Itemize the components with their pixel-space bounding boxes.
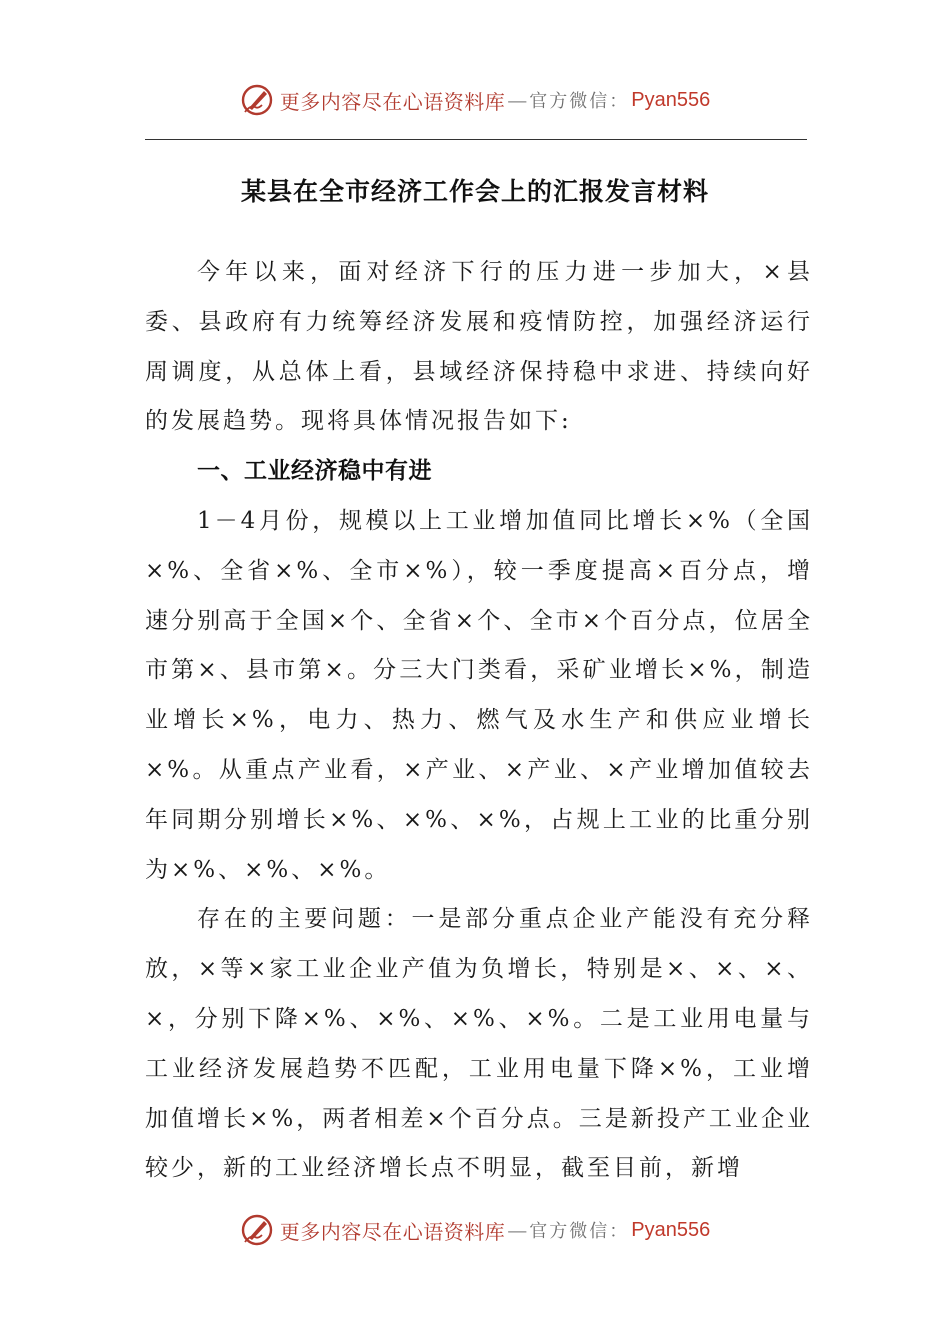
watermark-dash: — bbox=[507, 1218, 528, 1242]
quill-logo-icon bbox=[240, 83, 274, 117]
watermark-dash: — bbox=[507, 88, 528, 112]
watermark-banner-top bbox=[0, 78, 950, 122]
watermark-banner-bottom bbox=[0, 1208, 950, 1252]
body-paragraph: 存在的主要问题：一是部分重点企业产能没有充分释放，×等×家工业企业产值为负增长，特别是×、×、×、×，分别下降×%、×%、×%、×%。二是工业用电量与工业经济发展趋势不匹配，工业用电量下降×%，工业增加值增长×%，两者相差×个百分点。三是新投产工业企业较少，新的工业经济增长点不明显，截至目前，新增 bbox=[145, 906, 813, 1182]
document-title: 某县在全市经济工作会上的汇报发言材料 bbox=[240, 177, 709, 206]
watermark-handle: Pyan556 bbox=[631, 88, 711, 111]
watermark-main-text: 更多内容尽在心语资料库 bbox=[279, 1219, 506, 1244]
body-paragraph: 1－4月份，规模以上工业增加值同比增长×%（全国×%、全省×%、全市×%），较一季度提高×百分点，增速分别高于全国×个、全省×个、全市×个百分点，位居全市第×、县市第×。分三大门类看，采矿业增长×%，制造业增长×%，电力、热力、燃气及水生产和供应业增长×%。从重点产业看，×产业、×产业、×产业增加值较去年同期分别增长×%、×%、×%，占规上工业的比重分别为×%、×%、×%。 bbox=[145, 507, 813, 883]
watermark-sub-text: 官方微信： bbox=[529, 1221, 630, 1242]
watermark-sub-text: 官方微信： bbox=[529, 91, 630, 112]
intro-paragraph: 今年以来，面对经济下行的压力进一步加大，×县委、县政府有力统筹经济发展和疫情防控，加强经济运行周调度，从总体上看，县域经济保持稳中求进、持续向好的发展趋势。现将具体情况报告如下: bbox=[145, 259, 813, 435]
document-body bbox=[145, 248, 813, 1194]
quill-logo-icon bbox=[240, 1213, 274, 1247]
header-divider bbox=[145, 139, 807, 140]
watermark-main-text: 更多内容尽在心语资料库 bbox=[279, 89, 506, 114]
section-heading: 一、工业经济稳中有进 bbox=[197, 458, 432, 485]
watermark-handle: Pyan556 bbox=[631, 1218, 711, 1241]
